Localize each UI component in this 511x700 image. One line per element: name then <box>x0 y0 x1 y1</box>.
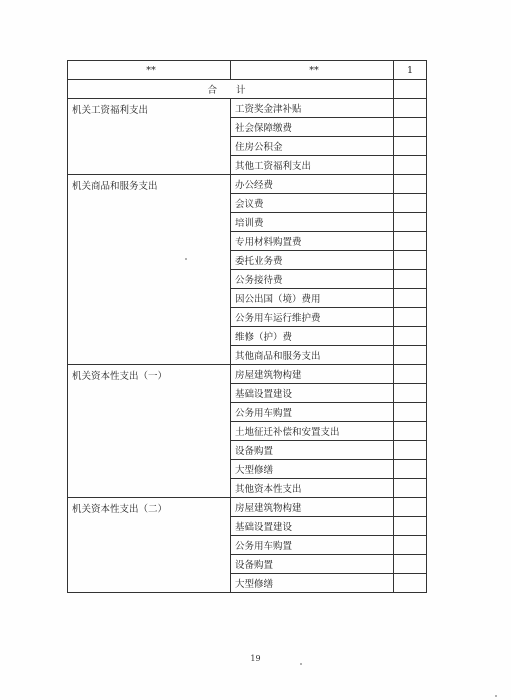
value-cell <box>394 194 427 213</box>
value-cell <box>394 555 427 574</box>
item-cell: 因公出国（境）费用 <box>231 289 394 308</box>
item-cell: 公务用车购置 <box>231 403 394 422</box>
value-cell <box>394 536 427 555</box>
total-value-cell <box>394 80 427 99</box>
item-cell: 土地征迁补偿和安置支出 <box>231 422 394 441</box>
scan-speck <box>495 695 497 697</box>
item-cell: 基础设置建设 <box>231 384 394 403</box>
total-label: 合 计 <box>68 80 394 99</box>
value-cell <box>394 574 427 593</box>
value-cell <box>394 460 427 479</box>
item-cell: 培训费 <box>231 213 394 232</box>
item-cell: 公务用车运行维护费 <box>231 308 394 327</box>
scan-speck <box>300 663 302 665</box>
item-cell: 社会保障缴费 <box>231 118 394 137</box>
category-cell: 机关工资福利支出 <box>68 99 231 175</box>
item-cell: 维修（护）费 <box>231 327 394 346</box>
table-header-row <box>68 61 427 80</box>
total-row <box>68 80 427 99</box>
item-cell: 大型修缮 <box>231 460 394 479</box>
item-cell: 房屋建筑物构建 <box>231 365 394 384</box>
value-cell <box>394 346 427 365</box>
item-cell: 房屋建筑物构建 <box>231 498 394 517</box>
value-cell <box>394 498 427 517</box>
value-cell <box>394 517 427 536</box>
item-cell: 设备购置 <box>231 555 394 574</box>
item-cell: 会议费 <box>231 194 394 213</box>
item-cell: 大型修缮 <box>231 574 394 593</box>
item-cell: 其他工资福利支出 <box>231 156 394 175</box>
value-cell <box>394 175 427 194</box>
item-cell: 专用材料购置费 <box>231 232 394 251</box>
page-number: 19 <box>250 654 261 663</box>
value-cell <box>394 441 427 460</box>
item-cell: 公务接待费 <box>231 270 394 289</box>
value-cell <box>394 118 427 137</box>
value-cell <box>394 422 427 441</box>
value-cell <box>394 156 427 175</box>
value-cell <box>394 99 427 118</box>
value-cell <box>394 479 427 498</box>
value-cell <box>394 365 427 384</box>
table-row <box>68 99 427 118</box>
value-cell <box>394 251 427 270</box>
value-cell <box>394 270 427 289</box>
value-cell <box>394 289 427 308</box>
item-cell: 设备购置 <box>231 441 394 460</box>
value-cell <box>394 213 427 232</box>
item-cell: 住房公积金 <box>231 137 394 156</box>
category-cell: 机关资本性支出（一） <box>68 365 231 498</box>
item-cell: 办公经费 <box>231 175 394 194</box>
category-cell: 机关资本性支出（二） <box>68 498 231 593</box>
table-row <box>68 175 427 194</box>
item-cell: 其他资本性支出 <box>231 479 394 498</box>
value-cell <box>394 137 427 156</box>
table-row <box>68 498 427 517</box>
category-cell: 机关商品和服务支出 <box>68 175 231 365</box>
value-cell <box>394 308 427 327</box>
table-row <box>68 365 427 384</box>
value-cell <box>394 327 427 346</box>
item-cell: 工资奖金津补贴 <box>231 99 394 118</box>
item-cell: 基础设置建设 <box>231 517 394 536</box>
scan-speck <box>185 258 187 260</box>
value-cell <box>394 384 427 403</box>
value-cell <box>394 232 427 251</box>
budget-table <box>67 60 427 593</box>
header-col2: ** <box>231 61 394 80</box>
value-cell <box>394 403 427 422</box>
header-col1: ** <box>68 61 231 80</box>
item-cell: 公务用车购置 <box>231 536 394 555</box>
item-cell: 其他商品和服务支出 <box>231 346 394 365</box>
header-col3: 1 <box>394 61 427 80</box>
item-cell: 委托业务费 <box>231 251 394 270</box>
